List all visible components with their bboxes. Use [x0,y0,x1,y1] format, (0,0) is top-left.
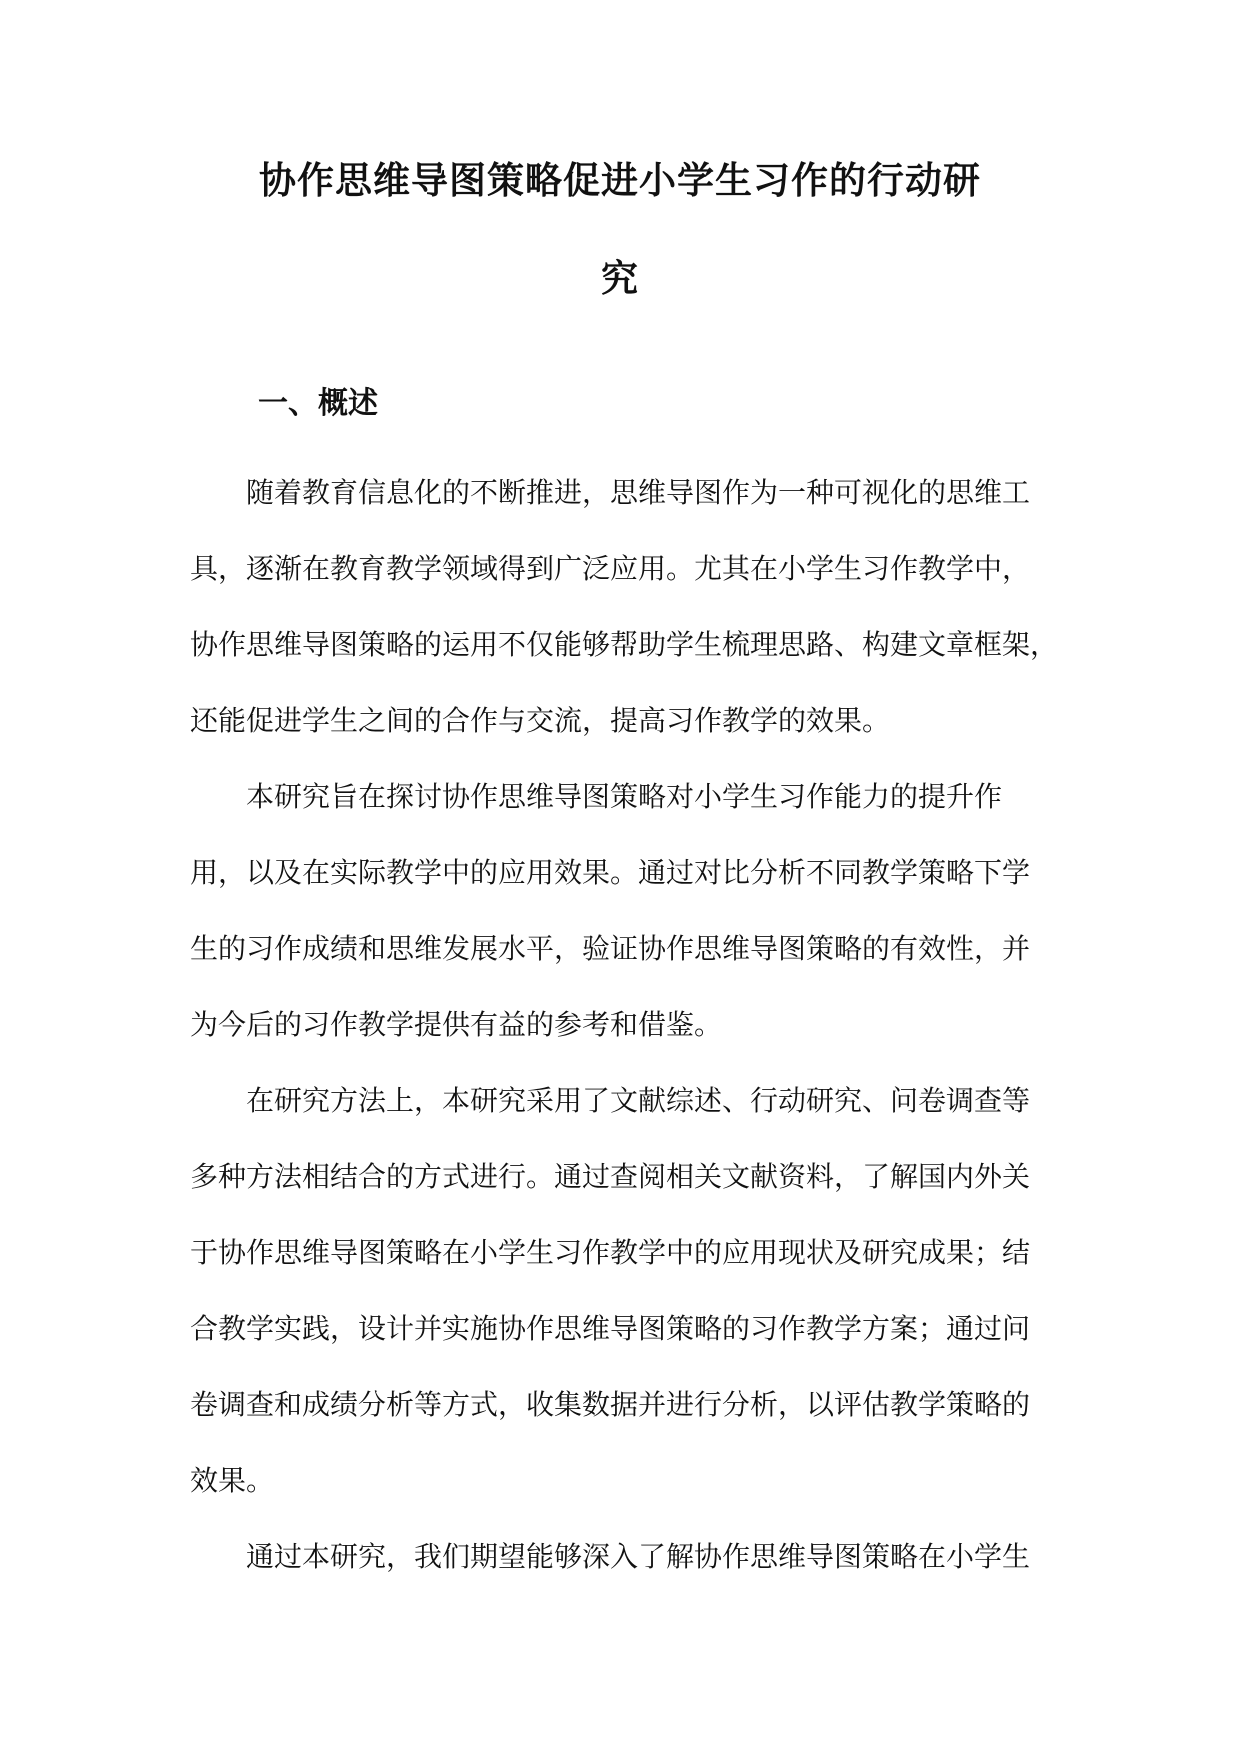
section-heading: 一、概述 [258,386,378,421]
paragraph-line: 卷调查和成绩分析等方式，收集数据并进行分析，以评估教学策略的 [190,1388,1031,1421]
paragraph-4 [190,1519,1050,1595]
paragraph-1 [190,455,1059,759]
document-title-line-1: 协作思维导图策略促进小学生习作的行动研 [259,159,981,202]
paragraph-line: 用，以及在实际教学中的应用效果。通过对比分析不同教学策略下学 [190,856,1031,889]
paragraph-line: 于协作思维导图策略在小学生习作教学中的应用现状及研究成果；结 [190,1236,1031,1269]
paragraph-line: 通过本研究，我们期望能够深入了解协作思维导图策略在小学生 [246,1540,1031,1573]
paragraph-line: 协作思维导图策略的运用不仅能够帮助学生梳理思路、构建文章框架， [190,628,1059,661]
paragraph-line: 多种方法相结合的方式进行。通过查阅相关文献资料，了解国内外关 [190,1160,1031,1193]
paragraph-line: 具，逐渐在教育教学领域得到广泛应用。尤其在小学生习作教学中， [190,552,1031,585]
paragraph-line: 还能促进学生之间的合作与交流，提高习作教学的效果。 [190,704,891,737]
paragraph-2 [190,759,1050,1063]
paragraph-3 [190,1063,1050,1519]
paragraph-line: 效果。 [190,1464,275,1497]
paragraph-line: 在研究方法上，本研究采用了文献综述、行动研究、问卷调查等 [246,1084,1031,1117]
paragraph-line: 合教学实践，设计并实施协作思维导图策略的习作教学方案；通过问 [190,1312,1031,1345]
paragraph-line: 为今后的习作教学提供有益的参考和借鉴。 [190,1008,723,1041]
paragraph-line: 生的习作成绩和思维发展水平，验证协作思维导图策略的有效性，并 [190,932,1031,965]
paragraph-line: 随着教育信息化的不断推进，思维导图作为一种可视化的思维工 [246,476,1031,509]
document-body [190,455,1059,1595]
paragraph-line: 本研究旨在探讨协作思维导图策略对小学生习作能力的提升作 [246,780,1003,813]
document-title-line-2: 究 [601,257,639,300]
